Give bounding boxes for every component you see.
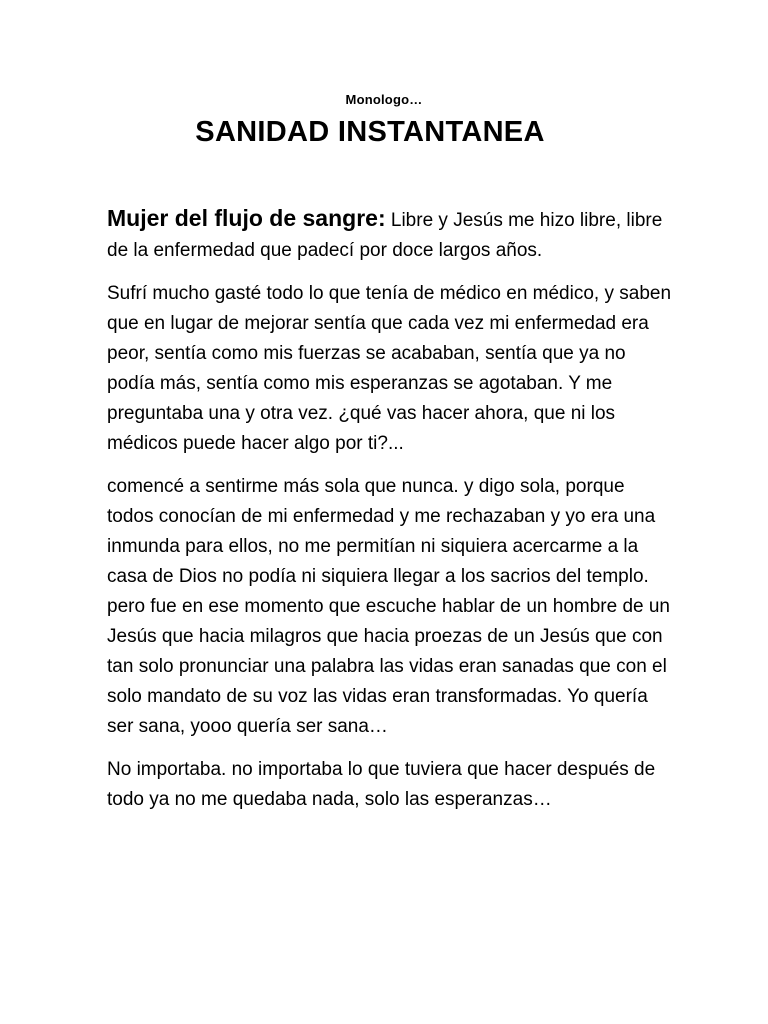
intro-text: Libre y Jesús me hizo libre, libre de la enfermedad que padecí por doce largos años. bbox=[107, 210, 663, 261]
paragraph: comencé a sentirme más sola que nunca. y digo sola, porque todos conocían de mi enfermedad y me rechazaban y yo era una inmunda para ellos, no me permitían ni siquiera acercarme a la casa de Dios no podía ni siquiera llegar a los sacrios del templo. pero fue en ese momento que escuche hablar de un hombre de un Jesús que hacia milagros que hacia proezas de un Jesús que con tan solo pronunciar una palabra las vidas eran sanadas que con el solo mandato de su voz las vidas eran transformadas. Yo quería ser sana, yooo quería ser sana… bbox=[107, 476, 670, 737]
speaker-colon: : bbox=[377, 205, 386, 231]
document-title: SANIDAD INSTANTANEA bbox=[195, 116, 545, 148]
paragraph-intro bbox=[107, 203, 672, 266]
paragraph: No importaba. no importaba lo que tuviera que hacer después de todo ya no me quedaba nada, solo las esperanzas… bbox=[107, 759, 656, 810]
speaker-name: Mujer del flujo de sangre bbox=[107, 205, 378, 231]
document-body bbox=[107, 203, 672, 828]
document-subtitle: Monologo… bbox=[345, 92, 423, 107]
paragraph: Sufrí mucho gasté todo lo que tenía de médico en médico, y saben que en lugar de mejorar sentía que cada vez mi enfermedad era peor, sentía como mis fuerzas se acababan, sentía que ya no podía más, sentía como mis esperanzas se agotaban. Y me preguntaba una y otra vez. ¿qué vas hacer ahora, que ni los médicos puede hacer algo por ti?... bbox=[107, 283, 672, 454]
